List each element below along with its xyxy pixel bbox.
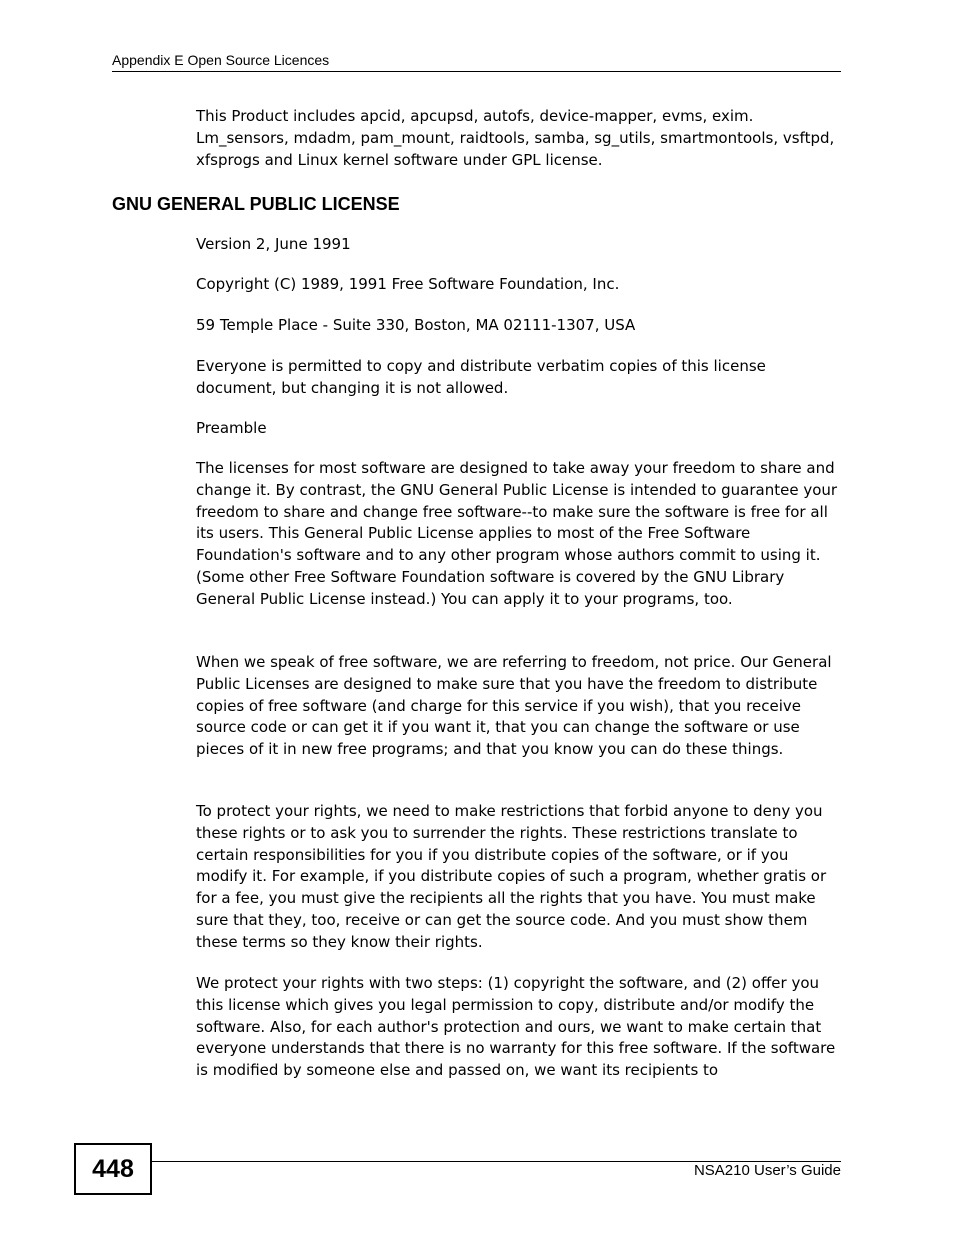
copyright-text: Copyright (C) 1989, 1991 Free Software Foundation, Inc. [196, 275, 620, 293]
p-preamble-2 [196, 652, 841, 761]
running-header: Appendix E Open Source Licences [112, 52, 330, 68]
guide-title: NSA210 User’s Guide [693, 1162, 841, 1179]
paragraph-text: We protect your rights with two steps: (1) copyright the software, and (2) offer you this license which gives you legal permission to copy, distribute and/or modify the software. Also, for each author's protection and ours, we want to make certain that everyone understands that there is no warranty for this free software. If the software is modified by someone else and passed on, we want its recipients to [196, 974, 836, 1080]
p-preamble-1 [196, 458, 841, 611]
p-version [196, 234, 841, 256]
page-number: 448 [92, 1154, 134, 1183]
intro-text: This Product includes apcid, apcupsd, autofs, device-mapper, evms, exim. Lm_sensors, mdadm, pam_mount, raidtools, samba, sg_utils, smartmontools, vsftpd, xfsprogs and Linux kernel software under GPL license. [196, 107, 835, 169]
address-text: 59 Temple Place - Suite 330, Boston, MA 02111-1307, USA [196, 316, 636, 334]
p-permission [196, 356, 841, 400]
p-address [196, 315, 841, 337]
paragraph-text: To protect your rights, we need to make restrictions that forbid anyone to deny you these rights or to ask you to surrender the rights. These restrictions translate to certain responsibilities for you if you distribute copies of the software, or if you modify it. For example, if you distribute copies of such a program, whether gratis or for a fee, you must give the recipients all the rights that you have. You must make sure that they, too, receive or can get the source code. And you must show them these terms so they know their rights. [196, 802, 827, 951]
preamble-title: Preamble [196, 419, 267, 437]
p-preamble-3 [196, 801, 841, 954]
permission-text: Everyone is permitted to copy and distribute verbatim copies of this license document, but changing it is not allowed. [196, 357, 766, 397]
version-text: Version 2, June 1991 [196, 235, 351, 253]
p-preamble-4 [196, 973, 841, 1082]
section-heading: GNU GENERAL PUBLIC LICENSE [112, 194, 400, 214]
p-preamble-title [196, 418, 841, 440]
page-number-box [74, 1143, 152, 1195]
intro-paragraph [196, 106, 841, 171]
p-copyright [196, 274, 841, 296]
header-rule [112, 71, 841, 72]
paragraph-text: When we speak of free software, we are referring to freedom, not price. Our General Public Licenses are designed to make sure that you have the freedom to distribute copies of free software (and charge for this service if you wish), that you receive source code or can get it if you want it, that you can change the software or use pieces of it in new free programs; and that you know you can do these things. [196, 653, 832, 759]
paragraph-text: The licenses for most software are designed to take away your freedom to share and change it. By contrast, the GNU General Public License is intended to guarantee your freedom to share and change free software--to make sure the software is free for all its users. This General Public License applies to most of the Free Software Foundation's software and to any other program whose authors commit to using it. (Some other Free Software Foundation software is covered by the GNU Library General Public License instead.) You can apply it to your programs, too. [196, 459, 838, 608]
